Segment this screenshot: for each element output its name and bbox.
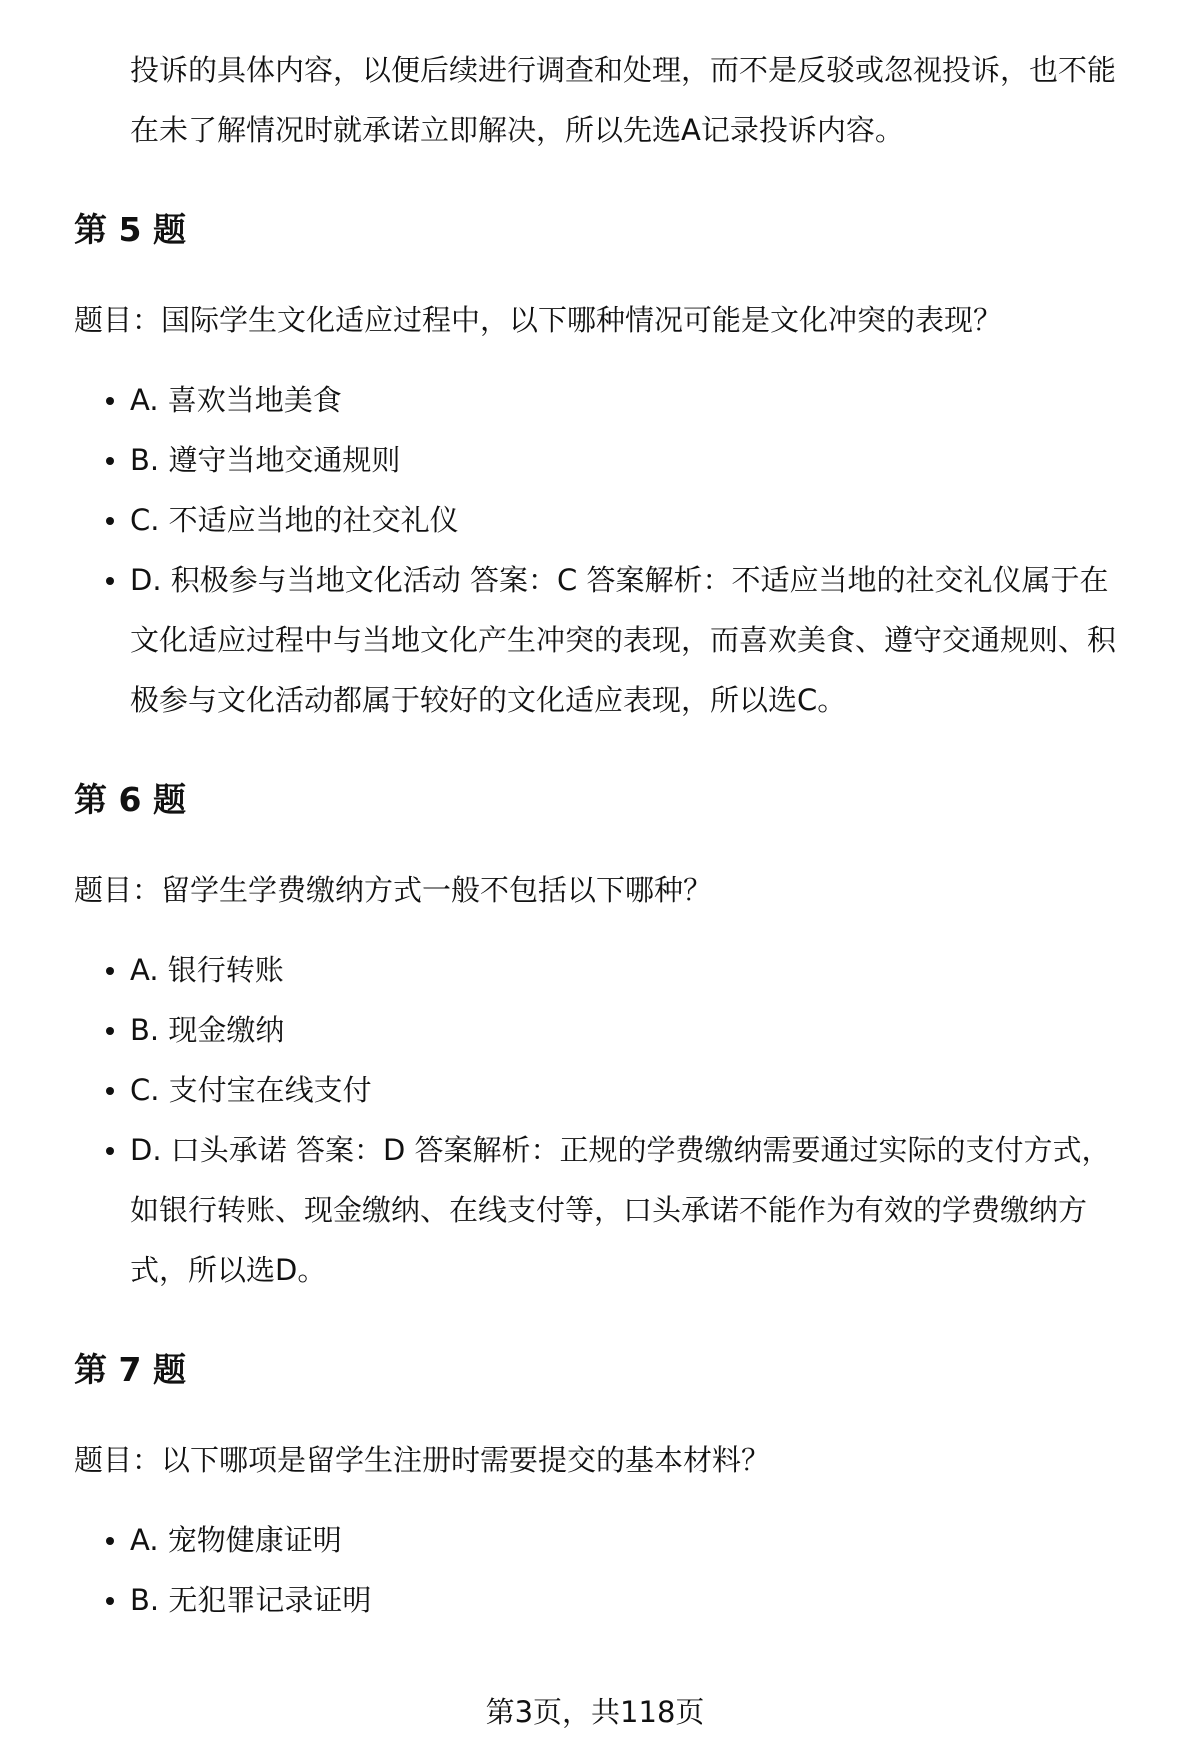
question-prompt: 题目：国际学生文化适应过程中，以下哪种情况可能是文化冲突的表现？ [74, 303, 1003, 337]
answer-line: 极参与文化活动都属于较好的文化适应表现，所以选C。 [130, 683, 847, 717]
intro-line: 投诉的具体内容，以便后续进行调查和处理，而不是反驳或忽视投诉，也不能 [130, 53, 1117, 87]
question-heading: 第 7 题 [74, 1350, 186, 1389]
page-number: 第3页，共118页 [485, 1695, 705, 1729]
answer-line: D. 口头承诺 答案：D 答案解析：正规的学费缴纳需要通过实际的支付方式， [130, 1133, 1111, 1167]
option-list [74, 940, 1164, 1300]
option-item: B. 遵守当地交通规则 [74, 430, 1164, 490]
option-item: A. 喜欢当地美食 [74, 370, 1164, 430]
option-list [74, 1510, 1164, 1630]
option-item-with-answer [74, 550, 1164, 730]
option-item: B. 无犯罪记录证明 [74, 1570, 1164, 1630]
option-item: B. 现金缴纳 [74, 1000, 1164, 1060]
question-prompt: 题目：以下哪项是留学生注册时需要提交的基本材料？ [74, 1443, 771, 1477]
option-item: A. 银行转账 [74, 940, 1164, 1000]
question-heading: 第 6 题 [74, 780, 186, 819]
option-list [74, 370, 1164, 730]
intro-line: 在未了解情况时就承诺立即解决，所以先选A记录投诉内容。 [130, 113, 904, 147]
question-7 [74, 1340, 1164, 1630]
option-item: C. 支付宝在线支付 [74, 1060, 1164, 1120]
page-content [74, 40, 1164, 1630]
answer-line: 如银行转账、现金缴纳、在线支付等，口头承诺不能作为有效的学费缴纳方 [130, 1193, 1088, 1227]
option-item: C. 不适应当地的社交礼仪 [74, 490, 1164, 550]
question-5 [74, 200, 1164, 730]
answer-line: D. 积极参与当地文化活动 答案：C 答案解析：不适应当地的社交礼仪属于在 [130, 563, 1109, 597]
answer-line: 文化适应过程中与当地文化产生冲突的表现，而喜欢美食、遵守交通规则、积 [130, 623, 1117, 657]
option-item-with-answer [74, 1120, 1164, 1300]
question-prompt: 题目：留学生学费缴纳方式一般不包括以下哪种？ [74, 873, 713, 907]
answer-line: 式，所以选D。 [130, 1253, 327, 1287]
question-heading: 第 5 题 [74, 210, 186, 249]
question-6 [74, 770, 1164, 1300]
option-item: A. 宠物健康证明 [74, 1510, 1164, 1570]
